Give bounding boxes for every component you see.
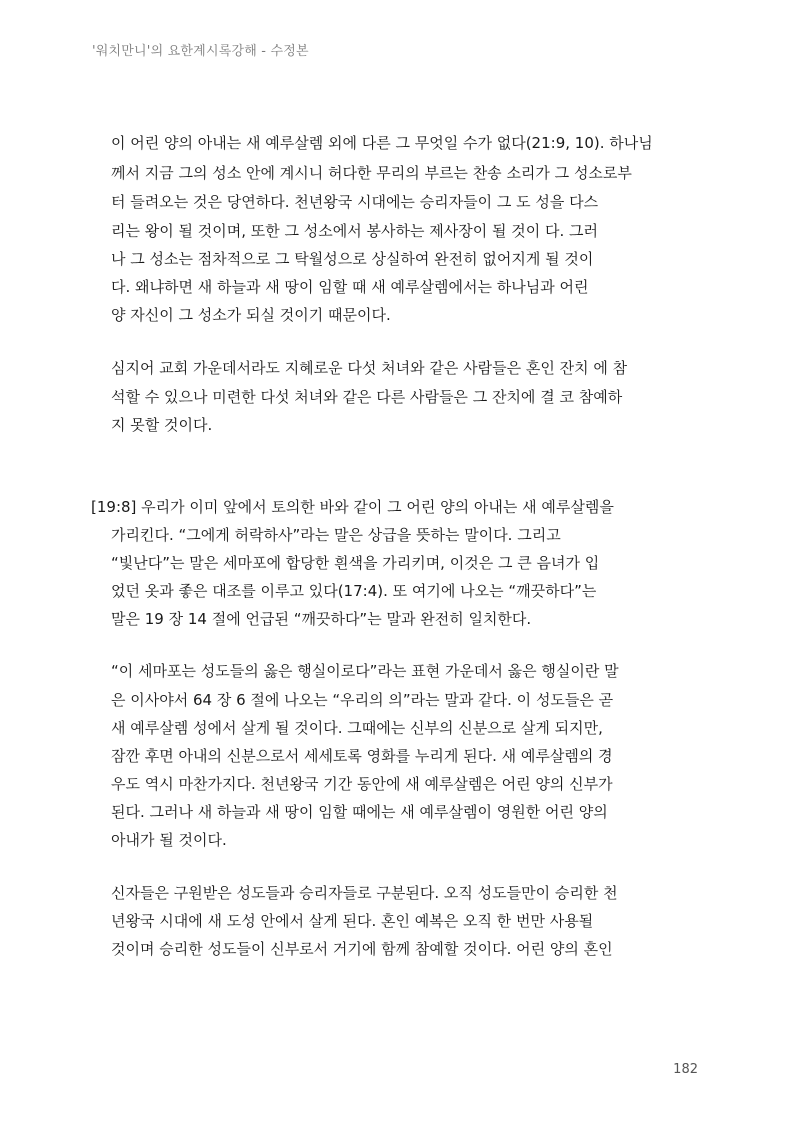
- text-line: 이 어린 양의 아내는 새 예루살렘 외에 다른 그 무엇일 수가 없다(21:9, 10). 하나님: [111, 134, 653, 152]
- text-line: “이 세마포는 성도들의 옳은 행실이로다”라는 표현 가운데서 옳은 행실이란 말: [111, 662, 619, 680]
- text-line: “빛난다”는 말은 세마포에 합당한 흰색을 가리키며, 이것은 그 큰 음녀가 입: [111, 554, 600, 572]
- text-line: 나 그 성소는 점차적으로 그 탁월성으로 상실하여 완전히 없어지게 될 것이: [111, 250, 594, 268]
- text-line: 께서 지금 그의 성소 안에 계시니 허다한 무리의 부르는 찬송 소리가 그 성소로부: [111, 164, 632, 182]
- text-line: [19:8] 우리가 이미 앞에서 토의한 바와 같이 그 어린 양의 아내는 새 예루살렘을: [91, 498, 614, 516]
- text-line: 심지어 교회 가운데서라도 지혜로운 다섯 처녀와 같은 사람들은 혼인 잔치 에 참: [111, 359, 628, 377]
- text-line: 말은 19 장 14 절에 언급된 “깨끗하다”는 말과 완전히 일치한다.: [111, 610, 532, 628]
- text-line: 신자들은 구원받은 성도들과 승리자들로 구분된다. 오직 성도들만이 승리한 천: [111, 884, 618, 902]
- page-number: 182: [673, 1062, 698, 1077]
- text-line: 년왕국 시대에 새 도성 안에서 살게 된다. 혼인 예복은 오직 한 번만 사용될: [111, 912, 594, 930]
- running-header: '워치만니'의 요한계시록강해 - 수정본: [92, 44, 309, 59]
- text-line: 었던 옷과 좋은 대조를 이루고 있다(17:4). 또 여기에 나오는 “깨끗하다”는: [111, 582, 597, 600]
- text-line: 가리킨다. “그에게 허락하사”라는 말은 상급을 뜻하는 말이다. 그리고: [111, 526, 561, 544]
- text-line: 다. 왜냐하면 새 하늘과 새 땅이 임할 때 새 예루살렘에서는 하나님과 어린: [111, 278, 589, 296]
- text-line: 석할 수 있으나 미련한 다섯 처녀와 같은 다른 사람들은 그 잔치에 결 코 참예하: [111, 388, 623, 406]
- text-line: 우도 역시 마찬가지다. 천년왕국 기간 동안에 새 예루살렘은 어린 양의 신부가: [111, 775, 613, 793]
- text-line: 잠깐 후면 아내의 신분으로서 세세토록 영화를 누리게 된다. 새 예루살렘의 경: [111, 747, 613, 765]
- text-line: 양 자신이 그 성소가 되실 것이기 때문이다.: [111, 306, 391, 324]
- text-line: 새 예루살렘 성에서 살게 될 것이다. 그때에는 신부의 신분으로 살게 되지만,: [111, 719, 603, 737]
- text-line: 된다. 그러나 새 하늘과 새 땅이 임할 때에는 새 예루살렘이 영원한 어린 양의: [111, 803, 608, 821]
- text-line: 은 이사야서 64 장 6 절에 나오는 “우리의 의”라는 말과 같다. 이 성도들은 곧: [111, 691, 614, 709]
- text-line: 터 들려오는 것은 당연하다. 천년왕국 시대에는 승리자들이 그 도 성을 다스: [111, 193, 599, 211]
- text-line: 것이며 승리한 성도들이 신부로서 거기에 함께 참예할 것이다. 어린 양의 혼인: [111, 940, 613, 958]
- text-line: 지 못할 것이다.: [111, 416, 213, 434]
- text-line: 아내가 될 것이다.: [111, 831, 227, 849]
- text-line: 리는 왕이 될 것이며, 또한 그 성소에서 봉사하는 제사장이 될 것이 다. 그러: [111, 222, 598, 240]
